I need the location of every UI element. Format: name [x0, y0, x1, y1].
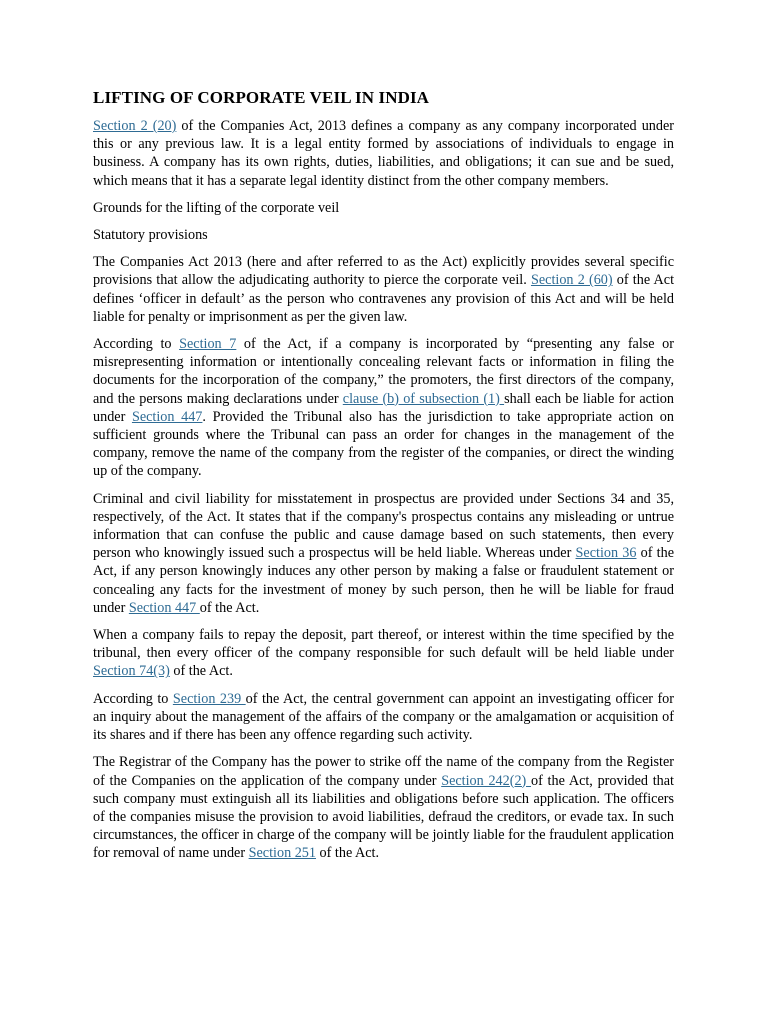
text: When a company fails to repay the deposit, part thereof, or interest within the time specified by the tribunal, then every officer of the company responsible for such default will be held liable under: [93, 627, 674, 662]
paragraph-company-definition: [93, 117, 674, 190]
link-section-242-2[interactable]: Section 242(2): [441, 772, 532, 789]
heading-statutory-provisions: Statutory provisions: [93, 227, 208, 244]
text: of the Act, if a company is incorporated by “presenting any false or misrepresenting information or intentionally concealing relevant facts or information in filing the documents for the incorporation of the company,” the promoters, the first directors of the company, and the persons making declarations under: [93, 336, 674, 407]
paragraph-section-239: [93, 690, 674, 745]
link-section-447[interactable]: Section 447: [128, 599, 200, 616]
text: of the Act.: [316, 845, 380, 862]
text: of the Act, provided that such company must extinguish all its liabilities and obligations before such application. The officers of the companies misuse the provision to avoid liabilities, defraud the creditors, or evade tax. In such circumstances, the officer in charge of the company will be jointly liable for the fraudulent application for removal of name under: [93, 772, 674, 862]
paragraph-section-7: [93, 335, 674, 481]
link-section-2-20[interactable]: Section 2 (20): [93, 118, 177, 134]
link-section-239[interactable]: Section 239: [172, 690, 246, 707]
text: According to: [93, 690, 173, 707]
link-section-251[interactable]: Section 251: [248, 845, 316, 862]
document-page: [93, 87, 674, 872]
text: . Provided the Tribunal also has the jurisdiction to take appropriate action on sufficient grounds where the Tribunal can pass an order for changes in the management of the company, remove the name of the company from the register of the companies, or direct the winding up of the company.: [93, 408, 674, 480]
text: of the Act.: [199, 599, 260, 616]
heading-grounds: Grounds for the lifting of the corporate veil: [93, 199, 340, 216]
paragraph-deposit-default: [93, 626, 674, 681]
text: of the Act, if any person knowingly induces any other person by making a false or fraudulent statement or concealing any facts for the investment of money by such person, then he will be liable for fraud under: [93, 545, 675, 616]
link-section-447[interactable]: Section 447: [131, 408, 203, 425]
link-clause-b-subsection-1[interactable]: clause (b) of subsection (1): [342, 390, 505, 407]
text: The Companies Act 2013 (here and after referred to as the Act) explicitly provides several specific provisions that allow the adjudicating authority to pierce the corporate veil.: [93, 254, 674, 289]
text: of the Act, the central government can appoint an investigating officer for an inquiry about the management of the affairs of the company or the amalgamation or acquisition of its shares and if there has been any offence regarding such activity.: [93, 690, 675, 744]
text: of the Act.: [169, 663, 233, 680]
text: of the Act defines ‘officer in default’ as the person who contravenes any provision of this Act and will be held liable for penalty or imprisonment as per the given law.: [93, 272, 675, 325]
paragraph-prospectus-liability: [93, 490, 674, 617]
document-title: LIFTING OF CORPORATE VEIL IN INDIA: [93, 88, 430, 107]
link-section-7[interactable]: Section 7: [179, 336, 237, 353]
text: The Registrar of the Company has the power to strike off the name of the company from the Register of the Companies on the application of the company under: [93, 754, 674, 789]
link-section-74-3[interactable]: Section 74(3): [93, 663, 170, 680]
text: shall each be liable for action under: [93, 390, 674, 425]
text: Criminal and civil liability for misstatement in prospectus are provided under Sections 34 and 35, respectively, of the Act. It states that if the company's prospectus contains any misleading or untrue information that can confuse the public and cause damage based on such statements, then every person who knowingly issued such a prospectus will be held liable. Whereas under: [93, 490, 674, 562]
link-section-36[interactable]: Section 36: [575, 545, 637, 562]
link-section-2-60[interactable]: Section 2 (60): [530, 272, 613, 289]
text: of the Companies Act, 2013 defines a company as any company incorporated under this or any previous law. It is a legal entity formed by associations of individuals to engage in business. A company has its own rights, duties, liabilities, and obligations; it can sue and be sued, which means that it has a separate legal identity distinct from the other company members.: [93, 118, 674, 189]
paragraph-strike-off: [93, 753, 674, 862]
text: According to: [93, 336, 180, 353]
paragraph-officer-in-default: [93, 253, 674, 326]
